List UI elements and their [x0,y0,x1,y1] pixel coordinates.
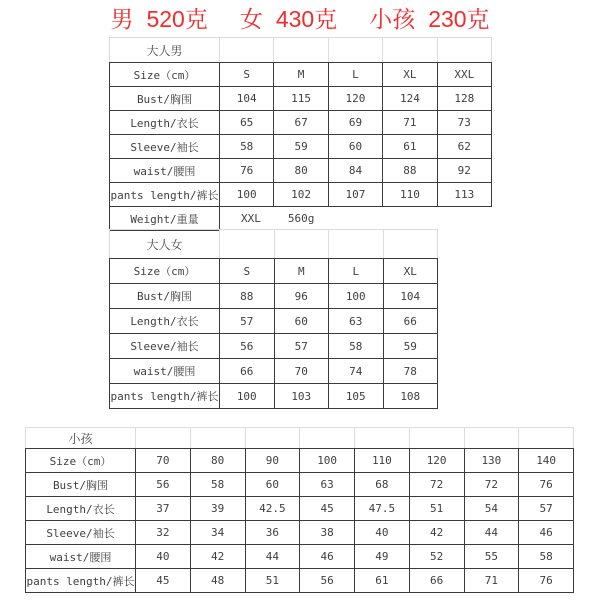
row-label: pants length/裤长 [26,569,136,593]
column-header: 120 [410,449,465,473]
section-row-adult-female [109,229,438,258]
gridline-cell [246,428,301,448]
table-cell: 47.5 [355,497,410,521]
table-cell: 59 [384,334,439,359]
table-cell: 124 [383,87,437,111]
column-header: 70 [136,449,191,473]
row-label: Bust/胸围 [26,473,136,497]
gridline-cell [519,428,574,448]
column-header: XL [383,63,437,87]
table-cell: 128 [438,87,492,111]
row-label: Bust/胸围 [110,87,220,111]
table-cell: 56 [220,334,275,359]
weight-size: XXL [241,212,261,225]
table-cell: 58 [519,545,574,569]
column-header: XL [384,259,439,284]
table-cell: 57 [220,309,275,334]
row-label: pants length/裤长 [110,384,220,409]
table-cell: 48 [191,569,246,593]
table-cell: 40 [136,545,191,569]
table-cell: 55 [465,545,520,569]
table-cell: 42 [410,521,465,545]
table-cell: 69 [329,111,383,135]
gridline-cell [329,38,383,62]
weight-row [109,206,492,231]
gridline-cell [191,428,246,448]
table-cell: 39 [191,497,246,521]
table-cell: 78 [384,359,439,384]
table-cell: 88 [383,159,437,183]
table-cell: 105 [329,384,384,409]
table-cell: 68 [355,473,410,497]
table-cell: 54 [465,497,520,521]
table-cell: 72 [465,473,520,497]
table-cell: 51 [246,569,301,593]
row-label: pants length/裤长 [110,183,220,207]
kids-weight: 230克 [428,6,490,32]
table-cell: 107 [329,183,383,207]
gridline-cell [465,428,520,448]
table-cell: 44 [246,545,301,569]
table-cell: 66 [220,359,275,384]
section-label-kids: 小孩 [26,428,136,448]
weight-title-men [110,5,207,33]
gridline-cell [384,230,439,258]
table-cell: 40 [355,521,410,545]
adult-male-size-grid [109,62,492,207]
size-header: Size（cm） [110,63,220,87]
column-header: 130 [465,449,520,473]
table-cell: 49 [355,545,410,569]
table-cell: 74 [329,359,384,384]
row-label: Length/衣长 [110,309,220,334]
table-cell: 66 [384,309,439,334]
row-label: Sleeve/袖长 [26,521,136,545]
row-label: waist/腰围 [110,159,220,183]
table-cell: 62 [438,135,492,159]
table-cell: 88 [220,284,275,309]
weight-title-women [240,5,337,33]
table-cell: 104 [384,284,439,309]
gridline-cell [383,38,437,62]
column-header: M [275,259,330,284]
column-header: 110 [355,449,410,473]
table-cell: 100 [220,384,275,409]
table-cell: 46 [300,545,355,569]
table-cell: 58 [329,334,384,359]
table-cell: 61 [355,569,410,593]
table-cell: 37 [136,497,191,521]
gridline-cell [355,428,410,448]
table-cell: 67 [274,111,328,135]
table-cell: 113 [438,183,492,207]
table-cell: 32 [136,521,191,545]
table-cell: 108 [384,384,439,409]
column-header: XXL [438,63,492,87]
gridline-cell [274,38,328,62]
weight-title-kids [369,5,489,33]
table-cell: 76 [519,569,574,593]
table-cell: 100 [329,284,384,309]
table-cell: 71 [465,569,520,593]
row-label: waist/腰围 [26,545,136,569]
weight-title [0,5,600,33]
women-weight: 430克 [275,6,338,32]
column-header: L [329,63,383,87]
adult-female-table [109,258,438,409]
women-label: 女 [239,6,263,32]
table-cell: 60 [275,309,330,334]
row-label: Length/衣长 [26,497,136,521]
adult-male-table [109,62,492,231]
table-cell: 59 [274,135,328,159]
table-cell: 72 [410,473,465,497]
gridline-cell [220,38,274,62]
table-cell: 45 [136,569,191,593]
table-cell: 57 [275,334,330,359]
gridline-cell [410,428,465,448]
column-header: 80 [191,449,246,473]
table-cell: 52 [410,545,465,569]
table-cell: 63 [329,309,384,334]
table-cell: 42 [191,545,246,569]
table-cell: 65 [220,111,274,135]
table-cell: 46 [519,521,574,545]
table-cell: 70 [275,359,330,384]
column-header: M [274,63,328,87]
row-label: Sleeve/袖长 [110,334,220,359]
section-row-kids [25,427,574,448]
column-header: 90 [246,449,301,473]
row-label: Bust/胸围 [110,284,220,309]
table-cell: 71 [383,111,437,135]
table-cell: 51 [410,497,465,521]
table-cell: 96 [275,284,330,309]
kids-table [25,448,574,593]
table-cell: 58 [191,473,246,497]
table-cell: 45 [300,497,355,521]
row-label: Sleeve/袖长 [110,135,220,159]
table-cell: 58 [220,135,274,159]
gridline-cell [438,38,492,62]
row-label: waist/腰围 [110,359,220,384]
kids-label: 小孩 [369,6,416,32]
table-cell: 34 [191,521,246,545]
table-cell: 38 [300,521,355,545]
section-label-adult-male: 大人男 [110,38,220,62]
table-cell: 61 [383,135,437,159]
table-cell: 60 [329,135,383,159]
gridline-cell [220,230,275,258]
column-header: 100 [300,449,355,473]
table-cell: 66 [410,569,465,593]
size-header: Size（cm） [110,259,220,284]
men-weight: 520克 [146,6,208,32]
weight-row-values [220,206,314,231]
table-cell: 102 [274,183,328,207]
column-header: S [220,259,275,284]
column-header: L [329,259,384,284]
table-cell: 110 [383,183,437,207]
column-header: S [220,63,274,87]
table-cell: 80 [274,159,328,183]
gridline-cell [136,428,191,448]
men-label: 男 [110,6,134,32]
gridline-cell [275,230,330,258]
gridline-cell [300,428,355,448]
table-cell: 115 [274,87,328,111]
section-label-adult-female: 大人女 [110,230,220,258]
weight-grams: 560g [287,212,315,225]
table-cell: 84 [329,159,383,183]
table-cell: 36 [246,521,301,545]
table-cell: 73 [438,111,492,135]
table-cell: 100 [220,183,274,207]
table-cell: 56 [300,569,355,593]
table-cell: 57 [519,497,574,521]
table-cell: 63 [300,473,355,497]
table-cell: 120 [329,87,383,111]
size-header: Size（cm） [26,449,136,473]
table-cell: 42.5 [246,497,301,521]
table-cell: 44 [465,521,520,545]
table-cell: 76 [220,159,274,183]
table-cell: 76 [519,473,574,497]
table-cell: 92 [438,159,492,183]
table-cell: 60 [246,473,301,497]
table-cell: 104 [220,87,274,111]
section-row-adult-male [109,37,492,62]
column-header: 140 [519,449,574,473]
table-cell: 56 [136,473,191,497]
weight-row-label: Weight/重量 [109,206,220,231]
row-label: Length/衣长 [110,111,220,135]
table-cell: 103 [275,384,330,409]
gridline-cell [329,230,384,258]
